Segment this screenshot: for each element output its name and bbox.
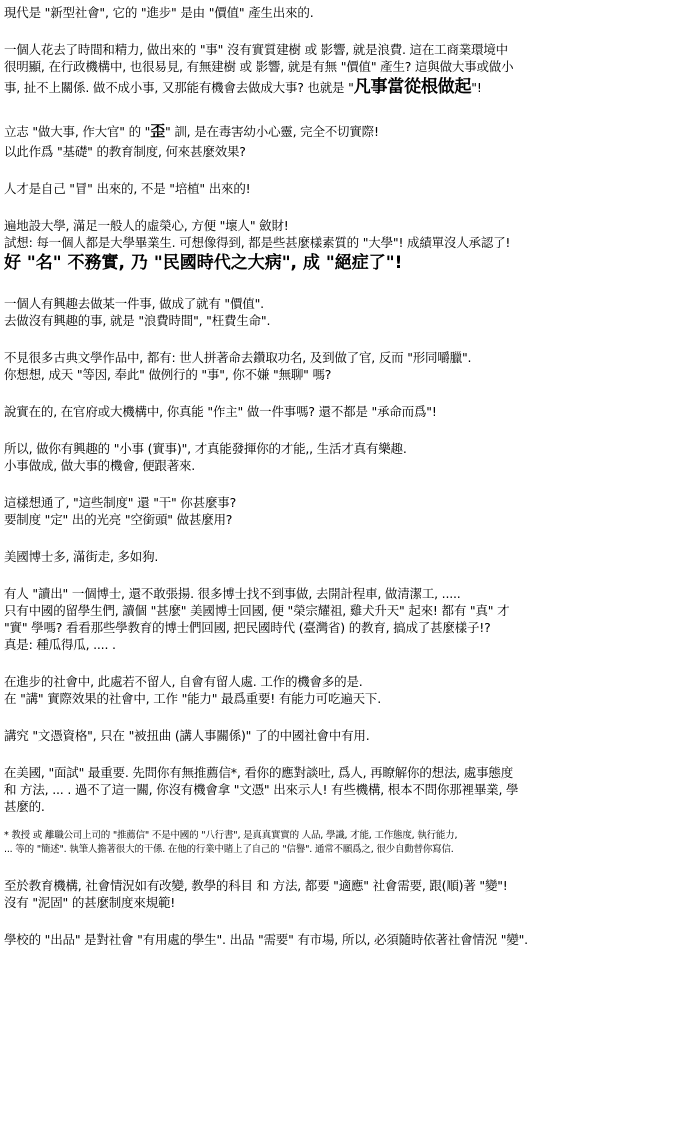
text-line: 至於教育機構, 社會情況如有改變, 教學的科目 和 方法, 都要 "適應" 社會需要, 跟(順)著 "變"! bbox=[4, 878, 508, 893]
text-line: 要制度 "定" 出的光亮 "空銜頭" 做甚麼用? bbox=[4, 512, 233, 527]
text-line: 真是: 種瓜得瓜, .... . bbox=[4, 637, 116, 652]
paragraph-10 bbox=[4, 494, 682, 528]
text-line: 小事做成, 做大事的機會, 便跟著來. bbox=[4, 458, 196, 473]
footnote-line: ... 等的 "簡述". 執筆人擔著很大的干係. 在他的行業中賭上了自己的 "信譽". 通常不願爲之, 很少自動替你寫信. bbox=[4, 844, 454, 855]
paragraph-3 bbox=[4, 120, 682, 160]
text-line: 這樣想通了, "這些制度" 還 "干" 你甚麼事? bbox=[4, 495, 237, 510]
paragraph-5 bbox=[4, 217, 682, 275]
paragraph-1 bbox=[4, 4, 682, 21]
text-line: 所以, 做你有興趣的 "小事 (實事)", 才真能發揮你的才能,, 生活才真有樂趣. bbox=[4, 441, 407, 456]
paragraph-16 bbox=[4, 877, 682, 911]
paragraph-7 bbox=[4, 349, 682, 383]
paragraph-4 bbox=[4, 180, 682, 197]
text-line: 去做沒有興趣的事, 就是 "浪費時間", "枉費生命". bbox=[4, 313, 271, 328]
footnote-line: * 教授 或 離職公司上司的 "推薦信" 不是中國的 "八行書", 是真真實實的 人品, 學識, 才能, 工作態度, 執行能力, bbox=[4, 830, 458, 841]
text-line: 一個人有興趣去做某一件事, 做成了就有 "價值". bbox=[4, 296, 264, 311]
emphasized-character: 歪 bbox=[150, 122, 166, 140]
text-line: 試想: 每一個人都是大學畢業生. 可想像得到, 都是些甚麼樣素質的 "大學"! 成績單沒人承認了! bbox=[4, 235, 511, 250]
paragraph-8 bbox=[4, 403, 682, 420]
text-line: 現代是 "新型社會", 它的 "進步" 是由 "價值" 產生出來的. bbox=[4, 5, 314, 20]
text-line: 只有中國的留學生們, 讀個 "甚麼" 美國博士回國, 便 "榮宗耀祖, 雞犬升天" 起來! 都有 "真" 才 bbox=[4, 603, 510, 618]
text-line: 遍地設大學, 滿足一般人的虛榮心, 方便 "壞人" 斂財! bbox=[4, 218, 289, 233]
paragraph-14 bbox=[4, 727, 682, 744]
paragraph-15 bbox=[4, 764, 682, 815]
text-line: 人才是自己 "冒" 出來的, 不是 "培植" 出來的! bbox=[4, 181, 251, 196]
text-line-with-emphasis bbox=[4, 120, 682, 143]
text-line: 美國博士多, 滿街走, 多如狗. bbox=[4, 549, 159, 564]
text-line: 沒有 "泥固" 的甚麼制度來規範! bbox=[4, 895, 176, 910]
text-segment: " 訓, 是在毒害幼小心靈, 完全不切實際! bbox=[165, 124, 379, 139]
text-line: 你想想, 成天 "等因, 奉此" 做例行的 "事", 你不嫌 "無聊" 嗎? bbox=[4, 367, 332, 382]
text-line: 很明顯, 在行政機構中, 也很易見, 有無建樹 或 影響, 就是有無 "價值" 產生? 這與做大事或做小 bbox=[4, 59, 514, 74]
paragraph-12 bbox=[4, 585, 682, 653]
text-line: 不見很多古典文學作品中, 都有: 世人拼著命去鑽取功名, 及到做了官, 反而 "形同嚼臘". bbox=[4, 350, 472, 365]
text-line-with-emphasis bbox=[4, 75, 682, 100]
text-segment: 立志 "做大事, 作大官" 的 " bbox=[4, 124, 151, 139]
emphasized-line: 好 "名" 不務實, 乃 "民國時代之大病", 成 "絕症了"! bbox=[4, 253, 403, 273]
text-segment: 事, 扯不上關係. 做不成小事, 又那能有機會去做成大事? 也就是 " bbox=[4, 80, 354, 95]
paragraph-17 bbox=[4, 931, 682, 948]
text-line: "實" 學嗎? 看看那些學教育的博士們回國, 把民國時代 (臺灣省) 的教育, 搞成了甚麼樣子!? bbox=[4, 620, 491, 635]
text-line: 和 方法, ... . 過不了這一關, 你沒有機會拿 "文憑" 出來示人! 有些機構, 根本不問你那裡畢業, 學 bbox=[4, 782, 519, 797]
text-segment: "! bbox=[471, 80, 482, 95]
text-line: 學校的 "出品" 是對社會 "有用處的學生". 出品 "需要" 有市場, 所以, 必須隨時依著社會情況 "變". bbox=[4, 932, 528, 947]
text-line: 有人 "讀出" 一個博士, 還不敢張揚. 很多博士找不到事做, 去開計程車, 做清潔工, ..... bbox=[4, 586, 461, 601]
text-line: 講究 "文憑資格", 只在 "被扭曲 (講人事關係)" 了的中國社會中有用. bbox=[4, 728, 370, 743]
paragraph-2 bbox=[4, 41, 682, 100]
paragraph-6 bbox=[4, 295, 682, 329]
paragraph-9 bbox=[4, 440, 682, 474]
emphasized-phrase: 凡事當從根做起 bbox=[353, 77, 472, 97]
text-line: 說實在的, 在官府或大機構中, 你真能 "作主" 做一件事嗎? 還不都是 "承命而爲"! bbox=[4, 404, 437, 419]
document-page bbox=[4, 4, 682, 968]
text-line: 甚麼的. bbox=[4, 799, 45, 814]
text-line: 一個人花去了時間和精力, 做出來的 "事" 沒有實質建樹 或 影響, 就是浪費. 這在工商業環境中 bbox=[4, 42, 508, 57]
paragraph-11 bbox=[4, 548, 682, 565]
footnote bbox=[4, 829, 682, 857]
paragraph-13 bbox=[4, 673, 682, 707]
text-line: 以此作爲 "基礎" 的教育制度, 何來甚麼效果? bbox=[4, 144, 246, 159]
text-line: 在 "講" 實際效果的社會中, 工作 "能力" 最爲重要! 有能力可吃遍天下. bbox=[4, 691, 381, 706]
text-line: 在美國, "面試" 最重要. 先問你有無推薦信*, 看你的應對談吐, 爲人, 再瞭解你的想法, 處事態度 bbox=[4, 765, 514, 780]
text-line: 在進步的社會中, 此處若不留人, 自會有留人處. 工作的機會多的是. bbox=[4, 674, 363, 689]
